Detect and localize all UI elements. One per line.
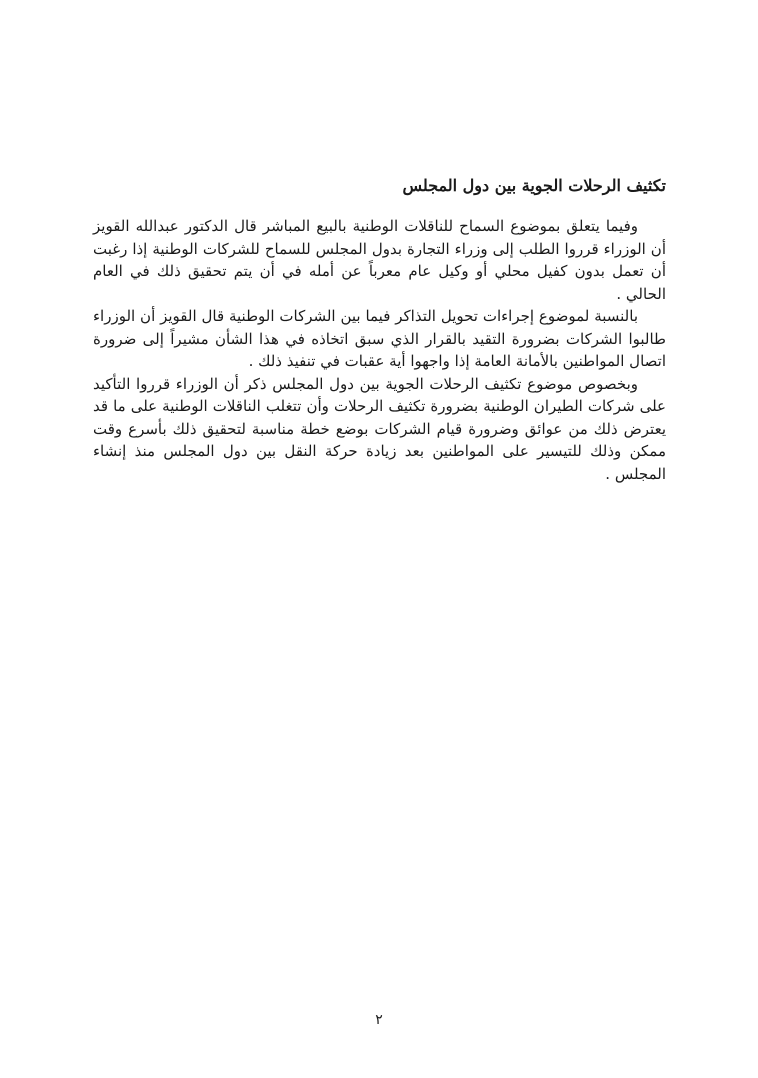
page-title: تكثيف الرحلات الجوية بين دول المجلس [402,176,666,195]
paragraph-3: وبخصوص موضوع تكثيف الرحلات الجوية بين دول المجلس ذكر أن الوزراء قرروا التأكيد على شركات الطيران الوطنية بضرورة تكثيف الرحلات وأن تتغلب الناقلات الوطنية على ما قد يعترض ذلك من عوائق وضرورة قيام الشركات بوضع خطة مناسبة لتحقيق ذلك بأسرع وقت ممكن وذلك للتيسير على المواطنين بعد زيادة حركة النقل بين دول المجلس منذ إنشاء المجلس . [93,374,666,483]
paragraph-2: بالنسبة لموضوع إجراءات تحويل التذاكر فيما بين الشركات الوطنية قال القويز أن الوزراء طالبوا الشركات بضرورة التقيد بالقرار الذي سبق اتخاذه في هذا الشأن مشيراً إلى ضرورة اتصال المواطنين بالأمانة العامة إذا واجهوا أية عقبات في تنفيذ ذلك . [93,307,666,370]
paragraph-1: وفيما يتعلق بموضوع السماح للناقلات الوطنية بالبيع المباشر قال الدكتور عبدالله القويز أن الوزراء قرروا الطلب إلى وزراء التجارة بدول المجلس للسماح للشركات الوطنية إذا رغبت أن تعمل بدون كفيل محلي أو وكيل عام معرباً عن أمله في أن يتم تحقيق ذلك في العام الحالي . [93,217,666,303]
document-body [93,176,666,485]
page-number: ٢ [375,1012,383,1028]
